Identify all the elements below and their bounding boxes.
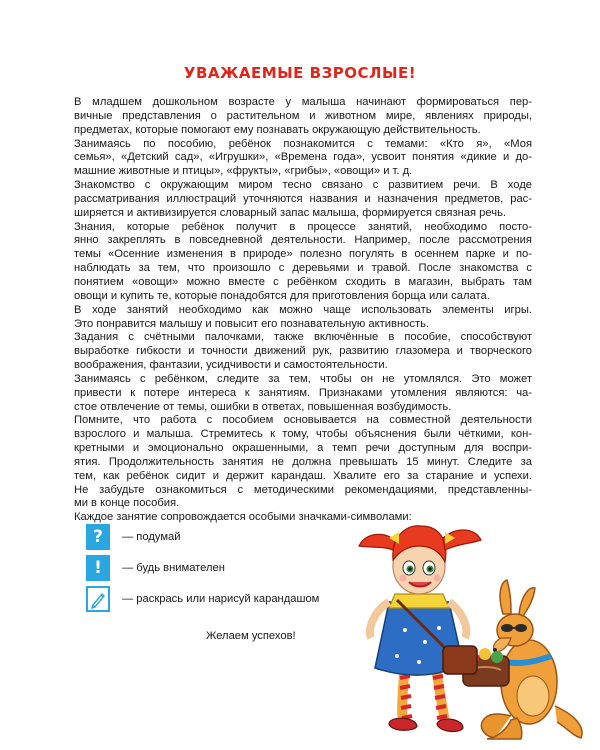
text-line: Задания с счётными палочками, также включённые в пособие, способствуют <box>74 331 532 344</box>
text-line: семья», «Детский сад», «Игрушки», «Времена года», усвоит понятия «дикие и до- <box>74 151 532 164</box>
text-line: ятия. Продолжительность занятия не должна превышать 15 минут. Следите за <box>74 455 532 468</box>
text-line: ширяется и активизируется словарный запас малыша, формируется связная речь. <box>74 206 507 219</box>
legend-item-draw <box>86 586 319 612</box>
text-line: Это понравится малышу и повысит его познавательную активность. <box>74 317 430 330</box>
page-title: УВАЖАЕМЫЕ ВЗРОСЛЫЕ! <box>183 64 417 82</box>
text-line: Занимаясь по пособию, ребёнок познакомится с темами: «Кто я», «Моя <box>74 137 532 150</box>
text-line: овощи и купить те, которые понадобятся для приготовления борща или салата. <box>74 289 490 302</box>
intro-text <box>74 96 532 525</box>
legend-label: — подумай <box>122 531 181 543</box>
text-line: Каждое занятие сопровождается особыми значками-символами: <box>74 511 412 524</box>
kangaroo-illustration <box>463 580 582 739</box>
girl-illustration <box>359 526 481 732</box>
text-line: стое отвлечение от темы, ошибки в ответах, повышенная возбудимость. <box>74 400 452 413</box>
text-line: ми в конце пособия. <box>74 497 180 510</box>
text-line: наблюдать за тем, что произошло с деревьями и травой. После знакомства с <box>74 262 532 275</box>
legend-item-attention <box>86 555 225 581</box>
girl-and-kangaroo-illustration <box>345 510 590 742</box>
text-line: машние животные и птицы», «фрукты», «грибы», «овощи» и т. д. <box>74 165 413 178</box>
text-line: привести к потере интереса к занятиям. Признаками утомления являются: ча- <box>74 386 532 399</box>
text-line: понятием «овощи» можно вместе с ребёнком сходить в магазин, выбрать там <box>74 275 532 288</box>
text-line: вичные представления о растительном и животном мире, явлениях природы, <box>74 109 532 122</box>
legend-label: — раскрась или нарисуй карандашом <box>122 593 320 605</box>
text-line: выработке гибкости и точности движений рук, развитию глазомера и творческого <box>74 345 532 358</box>
exclamation-icon: ! <box>86 555 110 581</box>
text-line: предметах, которые помогают ему познавать окружающую действительность. <box>74 123 481 136</box>
text-line: Знания, которые ребёнок получит в процессе занятий, необходимо посто- <box>74 220 532 233</box>
text-line: янно закреплять в повседневной деятельности. Например, после рассмотрения <box>74 234 532 247</box>
closing-wish: Желаем успехов! <box>206 630 296 642</box>
legend-label: — будь внимателен <box>122 562 225 574</box>
text-line: кретными и эмоционально окрашенными, а темп речи доступным для воспри- <box>74 442 532 455</box>
text-line: воображения, фантазии, усидчивости и самостоятельности. <box>74 359 388 372</box>
text-line: темы «Осенние изменения в природе» полезно погулять в осеннем парке и по- <box>74 248 532 261</box>
legend-item-think <box>86 524 181 550</box>
text-line: Знакомство с окружающим миром тесно связано с развитием речи. В ходе <box>74 179 532 192</box>
text-line: В младшем дошкольном возрасте у малыша начинают формироваться пер- <box>74 96 532 108</box>
text-line: тем, как ребёнок сидит и держит карандаш. Хвалите его за старание и успехи. <box>74 469 532 482</box>
text-line: взрослого и малыша. Стремитесь к тому, чтобы объяснения были чёткими, кон- <box>74 428 532 441</box>
text-line: Не забудьте ознакомиться с методическими рекомендациями, представленны- <box>74 483 532 496</box>
question-icon: ? <box>86 524 110 550</box>
text-line: В ходе занятий необходимо как можно чаще использовать элементы игры. <box>74 303 532 316</box>
text-line: Помните, что работа с пособием основывается на совместной деятельности <box>74 414 532 427</box>
text-line: Занимаясь с ребёнком, следите за тем, чтобы он не утомлялся. Это может <box>74 372 532 385</box>
text-line: рассматривания иллюстраций уточняются названия и назначения предметов, рас- <box>74 192 532 205</box>
pencil-icon <box>86 586 110 612</box>
